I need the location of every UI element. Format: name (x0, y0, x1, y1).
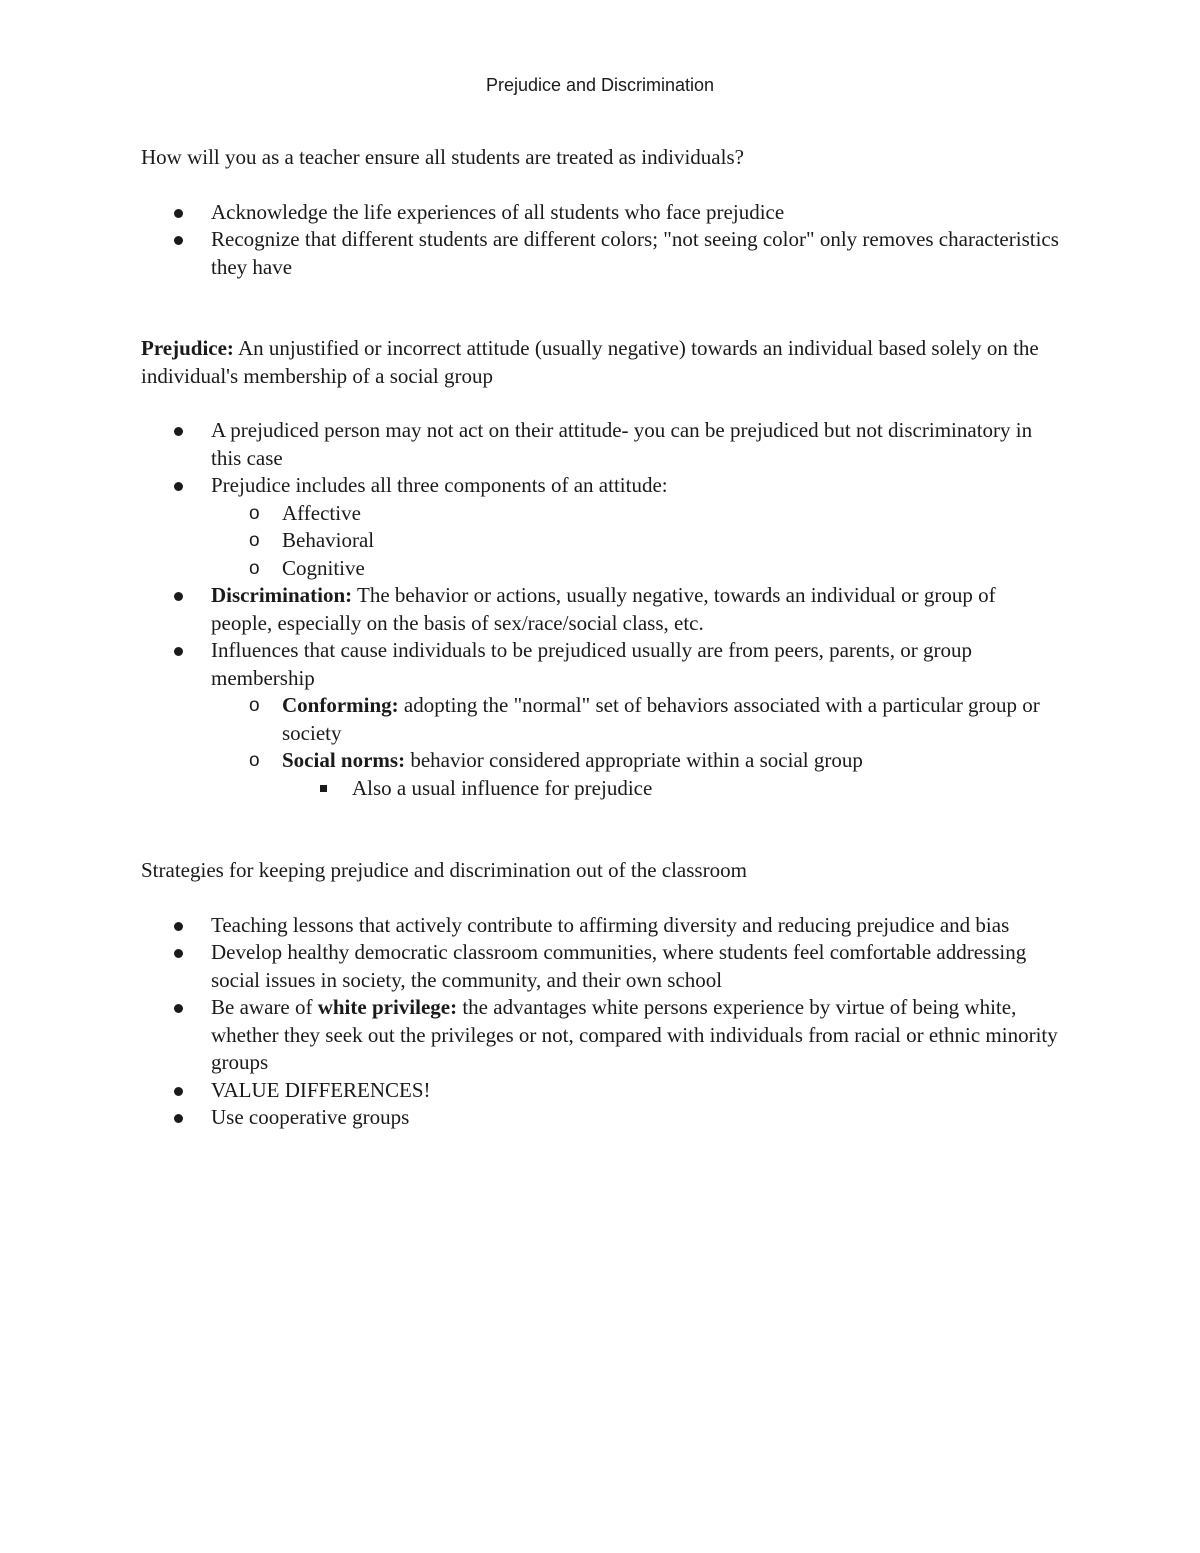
bullet-icon (174, 949, 183, 958)
list-item-text: VALUE DIFFERENCES! (211, 1077, 431, 1102)
list-item-text: Affective (282, 500, 361, 525)
question-paragraph: How will you as a teacher ensure all students are treated as individuals? (141, 145, 744, 169)
bullet-icon (174, 592, 183, 601)
discrimination-term: Discrimination: (211, 583, 353, 607)
social-norms-term: Social norms: (282, 748, 406, 772)
bullet-icon (174, 209, 183, 218)
circle-bullet-icon: o (249, 695, 260, 716)
strategies-bullet-list (141, 912, 1061, 1132)
strategies-heading: Strategies for keeping prejudice and discrimination out of the classroom (141, 858, 747, 882)
list-item-text (211, 583, 996, 635)
white-privilege-text: the advantages white persons experience by virtue of being white, whether they seek out the privileges or not, compared with individuals from racial or ethnic minority groups (211, 995, 1058, 1074)
circle-bullet-icon: o (249, 750, 260, 771)
list-item-text: Cognitive (282, 555, 365, 580)
list-item (141, 582, 1061, 637)
list-item (141, 1104, 1061, 1132)
bullet-icon (174, 482, 183, 491)
list-item-text: A prejudiced person may not act on their attitude- you can be prejudiced but not discriminatory in this case (211, 418, 1033, 470)
list-item-text: Use cooperative groups (211, 1105, 410, 1129)
list-item (141, 472, 1061, 500)
sub-sub-list-item (141, 775, 1061, 803)
list-item-text: Influences that cause individuals to be prejudiced usually are from peers, parents, or group membership (211, 638, 972, 690)
list-item-text: Acknowledge the life experiences of all students who face prejudice (211, 199, 785, 224)
sub-list-item (141, 747, 1061, 775)
document-body (141, 144, 1061, 1132)
prejudice-definition (141, 335, 1061, 390)
white-privilege-term: white privilege: (317, 995, 458, 1019)
list-item (141, 939, 1061, 994)
list-item-text: Prejudice includes all three components of an attitude: (211, 473, 668, 497)
social-norms-text: behavior considered appropriate within a social group (405, 748, 863, 772)
circle-bullet-icon: o (249, 530, 260, 551)
bullet-icon (174, 1004, 183, 1013)
list-item (141, 199, 1061, 227)
conforming-text: adopting the "normal" set of behaviors associated with a particular group or society (282, 693, 1040, 745)
list-item-text: Recognize that different students are different colors; "not seeing color" only removes characteristics they have (211, 227, 1059, 279)
prejudice-term: Prejudice: (141, 336, 234, 360)
sub-list-item (141, 527, 1061, 555)
discrimination-text: The behavior or actions, usually negative, towards an individual or group of people, especially on the basis of sex/race/social class, etc. (211, 583, 996, 635)
bullet-icon (174, 1087, 183, 1096)
list-item (141, 637, 1061, 692)
prejudice-definition-text: An unjustified or incorrect attitude (usually negative) towards an individual based solely on the individual's membership of a social group (141, 336, 1039, 388)
white-privilege-prefix: Be aware of (211, 995, 318, 1019)
circle-bullet-icon: o (249, 557, 260, 579)
bullet-icon (174, 1114, 183, 1123)
conforming-term: Conforming: (282, 693, 399, 717)
square-bullet-icon (320, 785, 327, 792)
bullet-icon (174, 922, 183, 931)
bullet-icon (174, 427, 183, 436)
prejudice-bullet-list (141, 417, 1061, 802)
sub-list-item (141, 555, 1061, 583)
list-item (141, 994, 1061, 1077)
list-item-text: Also a usual influence for prejudice (352, 775, 653, 800)
list-item (141, 226, 1061, 281)
page-title: Prejudice and Discrimination (485, 75, 715, 95)
list-item-text (282, 748, 863, 772)
list-item-text: Teaching lessons that actively contribute to affirming diversity and reducing prejudice and bias (211, 912, 1010, 937)
list-item-text (282, 693, 1040, 745)
list-item (141, 912, 1061, 940)
sub-list-item (141, 692, 1061, 747)
bullet-icon (174, 647, 183, 656)
list-item-text: Develop healthy democratic classroom communities, where students feel comfortable addressing social issues in society, the community, and their own school (211, 940, 1027, 992)
list-item-text: Behavioral (282, 528, 375, 552)
question-bullet-list (141, 199, 1061, 282)
list-item-text (211, 995, 1058, 1074)
bullet-icon (174, 236, 183, 245)
list-item (141, 1077, 1061, 1105)
sub-list-item (141, 500, 1061, 528)
list-item (141, 417, 1061, 472)
circle-bullet-icon: o (249, 502, 260, 524)
